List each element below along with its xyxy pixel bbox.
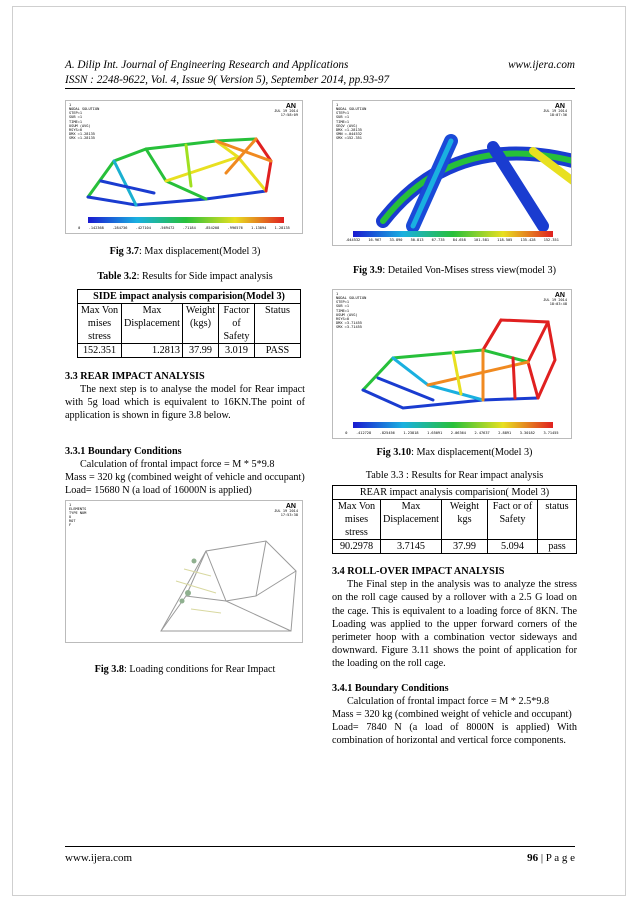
section-paragraph: The next step is to analyse the model for Rear impact with 5g load which is equivalent to 16KN.The point of application is shown in figure 3.8 below.	[65, 384, 305, 422]
section-heading: 3.4.1 Boundary Conditions	[332, 682, 449, 694]
figure-3-10	[332, 289, 572, 439]
table32-cell: 3.019	[219, 344, 255, 358]
fig38-caption: Fig 3.8: Loading conditions for Rear Impact	[94, 663, 276, 675]
table33-header: Weight kgs	[442, 500, 488, 540]
formula-line: Calculation of frontal impact force = M * 2.5*9.8	[347, 695, 550, 707]
table32-cell: 1.2813	[122, 344, 183, 358]
load-line: Load= 15680 N (a load of 16000N is applied)	[65, 484, 252, 496]
fig37-legend: 1 NODAL SOLUTION STEP=1 SUB =1 TIME=1 USUM (AVG) RSYS=0 DMX =1.28135 SMX =1.28135	[69, 103, 100, 140]
fig39-date: JUL 19 2014 18:07:36	[543, 109, 567, 117]
table33-cell: pass	[538, 540, 577, 554]
table33-header: Max Displacement	[381, 500, 442, 540]
table-3-3	[332, 485, 577, 554]
table33-cell: 37.99	[442, 540, 488, 554]
table-3-2	[77, 289, 301, 358]
fig310-date: JUL 19 2014 18:03:48	[543, 298, 567, 306]
footer-website[interactable]: www.ijera.com	[65, 852, 133, 864]
fig38-wireframe	[66, 501, 303, 643]
table32-header: Weight (kgs)	[183, 304, 219, 344]
fig38-legend: 1 ELEMENTS TYPE NUM U ROT F	[69, 502, 87, 528]
fig38-date: JUL 19 2014 17:53:38	[274, 508, 298, 517]
header-rule	[65, 88, 575, 89]
figure-3-9	[332, 100, 572, 246]
formula-line: Calculation of frontal impact force = M * 5*9.8	[80, 458, 275, 470]
section-paragraph: The Final step in the analysis was to analyze the stress on the roll cage caused by a rollover with a 2.5 G load on the cage. This is equivalent to a loading force of 8KN. The Loading was applied to the upper forward corners of the perimeter hoop with a combination vector sideways and downward. Figure 3.11 shows the point of application for the loading on the roll cage.	[332, 579, 577, 669]
fig37-color-scale	[88, 217, 284, 223]
figure-3-8	[65, 500, 303, 643]
mass-line: Mass = 320 kg (combined weight of vehicle and occupant)	[332, 708, 572, 720]
table33-cell: 3.7145	[381, 540, 442, 554]
issn-line: ISSN : 2248-9622, Vol. 4, Issue 9( Version 5), September 2014, pp.93-97	[65, 74, 390, 87]
page-number: 96 | P a g e	[527, 852, 575, 864]
section-heading: 3.3.1 Boundary Conditions	[65, 445, 182, 457]
fig39-caption: Fig 3.9: Detailed Von-Mises stress view(model 3)	[352, 265, 557, 276]
table32-caption: Table 3.2: Results for Side impact analysis	[97, 271, 273, 283]
table33-header: Max Von mises stress	[333, 500, 381, 540]
section-3-3-1	[65, 445, 305, 497]
running-header	[65, 58, 575, 88]
table33-title: REAR impact analysis comparision( Model 3)	[333, 486, 577, 500]
fig310-legend: 1 NODAL SOLUTION STEP=1 SUB =1 TIME=1 USUM (AVG) RSYS=0 DMX =3.71455 SMX =3.71455	[336, 292, 367, 330]
fig39-legend: 1 NODAL SOLUTION STEP=1 SUB =1 TIME=1 SEQV (AVG) DMX =1.28135 SMN =.044532 SMX =152.351	[336, 103, 367, 140]
fig37-date: JUL 19 2014 17:58:09	[274, 109, 298, 117]
table32-cell: 37.99	[183, 344, 219, 358]
ansys-logo: AN	[554, 103, 565, 110]
table33-caption: Table 3.3 : Results for Rear impact analysis	[365, 470, 544, 482]
left-column	[65, 100, 305, 676]
fig310-scale-labels: 0 .412728 .825456 1.23818 1.65091 2.06364 2.47637 2.8891 3.30182 3.71455	[345, 431, 559, 436]
footer-rule	[65, 846, 575, 847]
fig37-frame-render	[66, 101, 303, 234]
section-heading: 3.3 REAR IMPACT ANALYSIS	[65, 371, 205, 383]
section-3-3	[65, 370, 305, 422]
fig310-color-scale	[353, 422, 553, 428]
table32-header: Max Von mises stress	[78, 304, 122, 344]
journal-citation: A. Dilip Int. Journal of Engineering Research and Applications	[65, 59, 349, 71]
table32-title: SIDE impact analysis comparision(Model 3)	[78, 290, 301, 304]
journal-website[interactable]: www.ijera.com	[508, 59, 575, 71]
section-3-4-1	[332, 682, 577, 747]
table33-cell: 90.2978	[333, 540, 381, 554]
table33-header: Fact or of Safety	[488, 500, 538, 540]
right-column	[332, 100, 577, 747]
figure-3-7	[65, 100, 303, 234]
table32-header: Factor of Safety	[219, 304, 255, 344]
load-line: Load= 7840 N (a load of 8000N is applied) With combination of horizontal and vertical force components.	[332, 721, 577, 746]
table32-header: Max Displacement	[122, 304, 183, 344]
section-heading: 3.4 ROLL-OVER IMPACT ANALYSIS	[332, 566, 505, 578]
fig39-scale-labels: .044532 16.967 33.890 50.813 67.735 84.658 101.581 118.505 135.428 152.351	[345, 238, 559, 243]
fig39-stress-render	[333, 101, 572, 246]
running-footer	[65, 851, 575, 865]
fig37-caption: Fig 3.7: Max displacement(Model 3)	[109, 246, 261, 257]
ansys-logo: AN	[554, 292, 565, 300]
fig310-caption: Fig 3.10: Max displacement(Model 3)	[376, 447, 533, 459]
section-3-4	[332, 565, 577, 669]
table33-header: status	[538, 500, 577, 540]
table32-cell: PASS	[255, 344, 301, 358]
mass-line: Mass = 320 kg (combined weight of vehicle and occupant)	[65, 471, 305, 483]
fig39-color-scale	[353, 231, 553, 237]
ansys-logo: AN	[285, 502, 296, 510]
table33-cell: 5.094	[488, 540, 538, 554]
table32-cell: 152.351	[78, 344, 122, 358]
table32-header: Status	[255, 304, 301, 344]
ansys-logo: AN	[285, 103, 296, 110]
fig310-frame-render	[333, 290, 572, 439]
fig37-scale-labels: 0 .142368 .284736 .427104 .569472 .71184 .854208 .996576 1.13894 1.28135	[78, 226, 290, 231]
